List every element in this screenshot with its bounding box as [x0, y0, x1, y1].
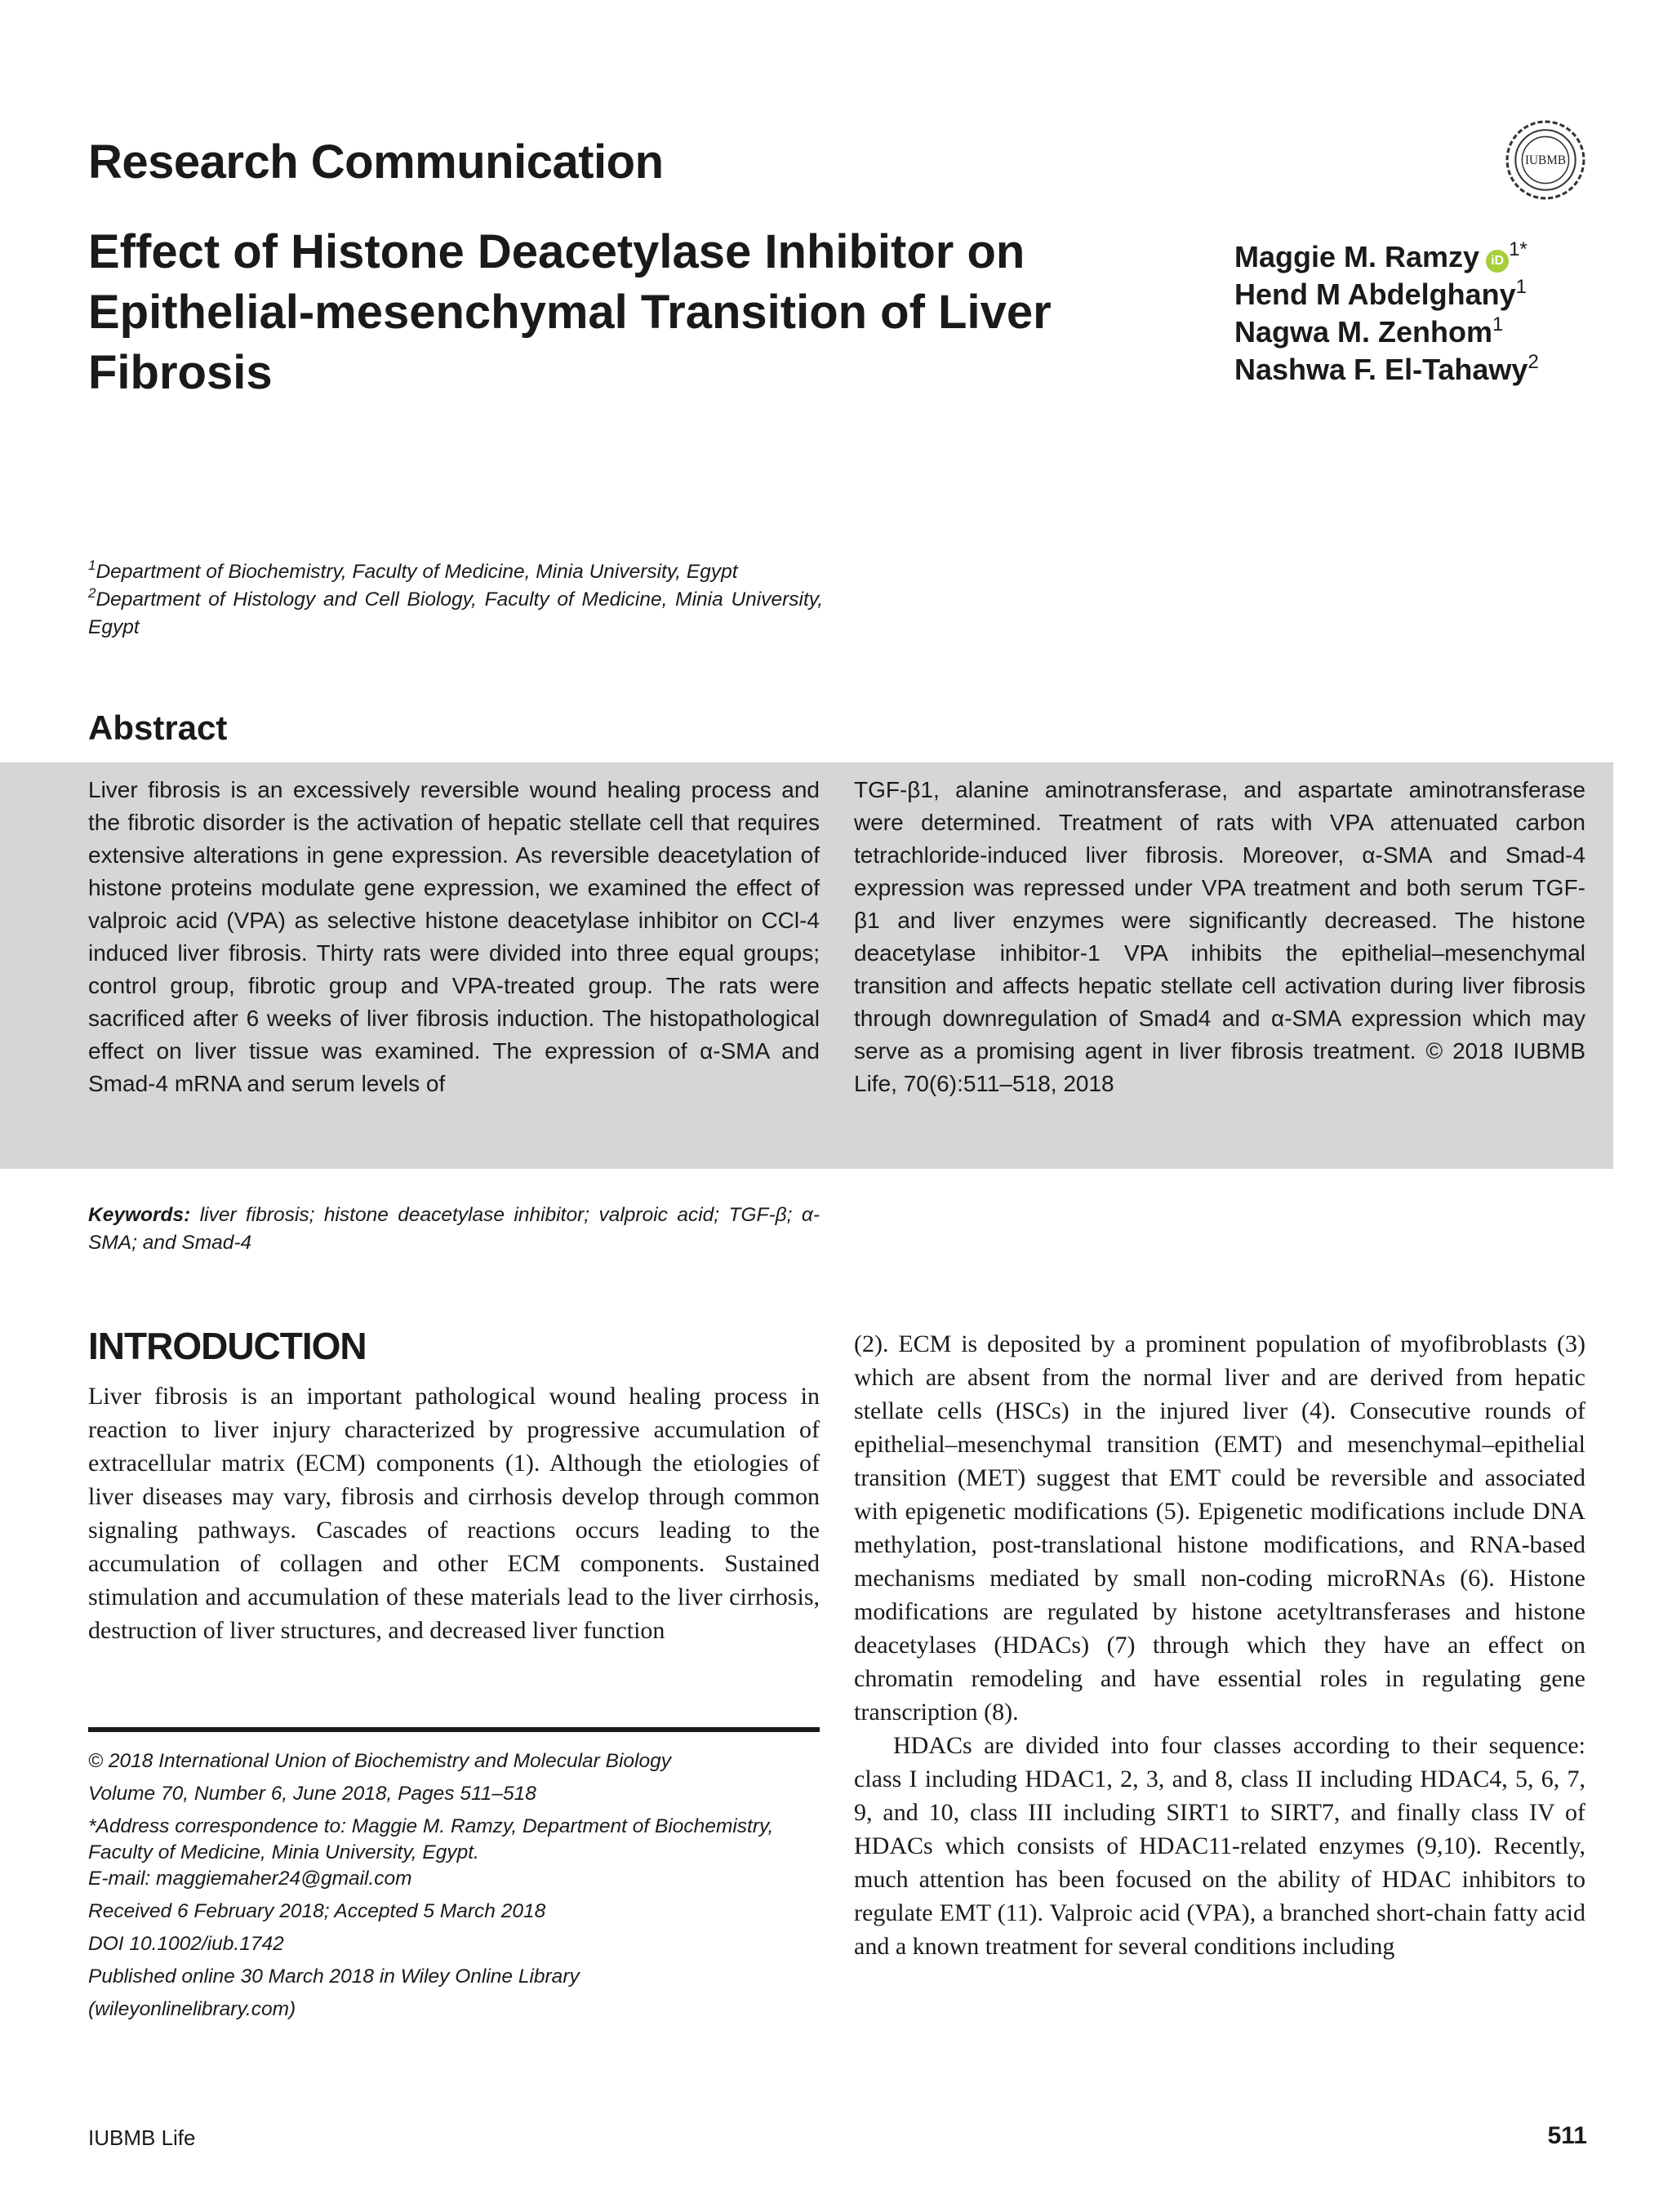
keywords-text: liver fibrosis; histone deacetylase inhibitor; valproic acid; TGF-β; α-SMA; and Smad-4: [88, 1204, 820, 1254]
keywords: [88, 1201, 820, 1257]
body-column-right: [854, 1327, 1585, 1963]
author-1[interactable]: [1234, 238, 1626, 276]
footnote-divider: [88, 1727, 820, 1732]
body-column-left: [88, 1379, 820, 1647]
intro-paragraph-2: (2). ECM is deposited by a prominent population of myofibroblasts (3) which are absent from the normal liver and are derived from hepatic stellate cells (HSCs) in the injured liver (4). Consecutive rounds of epithelial–mesenchymal transition (EMT) and mesenchymal–epithelial transition (MET) suggest that EMT could be reversible and associated with epigenetic modifications (5). Epigenetic modifications include DNA methylation, post-translational histone modifications, and RNA-based mechanisms mediated by small non-coding microRNAs (6). Histone modifications are regulated by histone acetyltransferases and histone deacetylases (HDACs) (7) through which they have an effect on chromatin remodeling and have essential roles in regulating gene transcription (8).: [854, 1330, 1585, 1726]
author-name: Nashwa F. El-Tahawy: [1234, 353, 1528, 386]
author-name: Maggie M. Ramzy: [1234, 240, 1480, 273]
abstract-column-left: Liver fibrosis is an excessively reversible wound healing process and the fibrotic disorder is the activation of hepatic stellate cell that requires extensive alterations in gene expression. As reversible deacetylation of histone proteins modulate gene expression, we examined the effect of valproic acid (VPA) as selective histone deacetylase inhibitor on CCl-4 induced liver fibrosis. Thirty rats were divided into three equal groups; control group, fibrotic group and VPA-treated group. The rats were sacrificed after 6 weeks of liver fibrosis induction. The histopathological effect on liver tissue was examined. The expression of α-SMA and Smad-4 mRNA and serum levels of: [88, 777, 820, 1096]
author-sup: 1*: [1509, 238, 1527, 260]
intro-paragraph-1: Liver fibrosis is an important pathological wound healing process in reaction to liver injury characterized by progressive accumulation of extracellular matrix (ECM) components (1). Although the etiologies of liver diseases may vary, fibrosis and cirrhosis develop through common signaling pathways. Cascades of reactions occurs leading to the accumulation of collagen and other ECM components. Sustained stimulation and accumulation of these materials lead to the liver cirrhosis, destruction of liver structures, and decreased liver function: [88, 1383, 820, 1644]
received-note: Received 6 February 2018; Accepted 5 March 2018: [88, 1900, 546, 1922]
keywords-label: Keywords:: [88, 1204, 191, 1226]
affiliations: [88, 558, 823, 642]
page-number: 511: [1547, 2122, 1587, 2149]
affiliation-2: $^2$Department of Histology and Cell Biology, Faculty of Medicine, Minia University, Egypt: [88, 585, 823, 638]
article-footnotes: [88, 1748, 820, 2029]
doi-link[interactable]: DOI 10.1002/iub.1742: [88, 1933, 284, 1955]
email-link[interactable]: E-mail: maggiemaher24@gmail.com: [88, 1868, 412, 1890]
author-2: [1234, 276, 1626, 313]
author-4: [1234, 351, 1626, 389]
article-title: Effect of Histone Deacetylase Inhibitor on Epithelial-mesenchymal Transition of Liver Fibrosis: [88, 225, 1052, 399]
author-sup: 1: [1515, 276, 1527, 298]
intro-paragraph-3: HDACs are divided into four classes according to their sequence: class I including HDAC1, 2, 3, and 8, class II including HDAC4, 5, 6, 7, 9, and 10, class III including SIRT1 to SIRT7, and finally class IV of HDACs which consists of HDAC11-related enzymes (9,10). Recently, much attention has been focused on the ability of HDAC inhibitors to regulate EMT (11). Valproic acid (VPA), a branched short-chain fatty acid and a known treatment for several conditions including: [854, 1732, 1585, 1960]
abstract-heading: Abstract: [88, 708, 228, 747]
published-note: Published online 30 March 2018 in Wiley Online Library: [88, 1965, 580, 1988]
logo-text: IUBMB: [1524, 153, 1567, 168]
library-link[interactable]: (wileyonlinelibrary.com): [88, 1998, 296, 2020]
author-name: Nagwa M. Zenhom: [1234, 315, 1493, 349]
journal-footer: IUBMB Life: [88, 2125, 196, 2150]
affiliation-1: $^1$Department of Biochemistry, Faculty of Medicine, Minia University, Egypt: [88, 557, 738, 583]
correspondence-note: *Address correspondence to: Maggie M. Ramzy, Department of Biochemistry, Faculty of Medicine, Minia University, Egypt.: [88, 1815, 774, 1863]
volume-note: Volume 70, Number 6, June 2018, Pages 511–518: [88, 1783, 536, 1805]
introduction-heading: INTRODUCTION: [88, 1325, 367, 1367]
iubmb-logo: [1504, 118, 1587, 202]
author-list: [1234, 238, 1626, 389]
copyright-note: © 2018 International Union of Biochemistry and Molecular Biology: [88, 1750, 671, 1772]
author-3: [1234, 313, 1626, 351]
author-name: Hend M Abdelghany: [1234, 278, 1516, 311]
orcid-icon[interactable]: iD: [1486, 250, 1509, 273]
author-sup: 2: [1527, 351, 1539, 373]
author-sup: 1: [1492, 313, 1504, 335]
abstract-column-right: TGF-β1, alanine aminotransferase, and aspartate aminotransferase were determined. Treatment of rats with VPA attenuated carbon tetrachloride-induced liver fibrosis. Moreover, α-SMA and Smad-4 expression was repressed under VPA treatment and both serum TGF-β1 and liver enzymes were significantly decreased. The histone deacetylase inhibitor-1 VPA inhibits the epithelial–mesenchymal transition and affects hepatic stellate cell activation during liver fibrosis through downregulation of Smad4 and α-SMA expression which may serve as a promising agent in liver fibrosis treatment. © 2018 IUBMB Life, 70(6):511–518, 2018: [854, 777, 1585, 1096]
section-label: Research Communication: [88, 135, 664, 189]
